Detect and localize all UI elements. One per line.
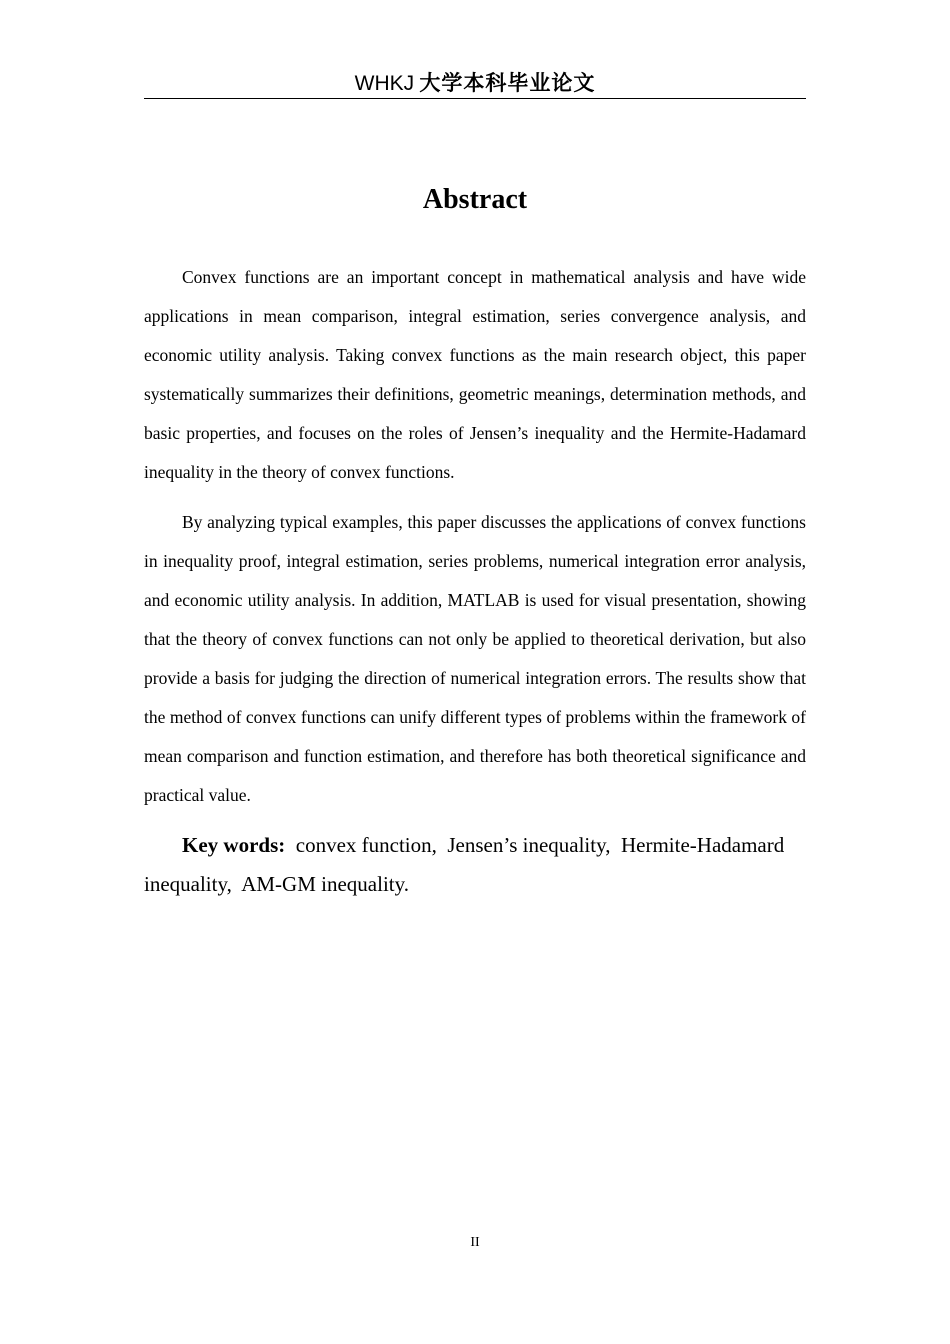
keyword-item: Jensen’s inequality, [447,833,611,857]
keywords-label: Key words: [182,833,286,857]
header-school-code: WHKJ [354,72,415,95]
header-thesis-label: 大学本科毕业论文 [419,71,596,95]
page-number: II [470,1235,480,1250]
abstract-body [144,258,806,904]
abstract-paragraph-1: Convex functions are an important concept in mathematical analysis and have wide applications in mean comparison, integral estimation, series convergence analysis, and economic utility analysis. Taking convex functions as the main research object, this paper systematically summarizes their definitions, geometric meanings, determination methods, and basic properties, and focuses on the roles of Jensen’s inequality and the Hermite-Hadamard inequality in the theory of convex functions. [144,267,806,482]
abstract-title: Abstract [422,184,528,215]
keyword-item: AM-GM inequality. [241,872,410,896]
abstract-paragraph-2: By analyzing typical examples, this paper discusses the applications of convex functions in inequality proof, integral estimation, series problems, numerical integration error analysis, and economic utility analysis. In addition, MATLAB is used for visual presentation, showing that the theory of convex functions can not only be applied to theoretical derivation, but also provide a basis for judging the direction of numerical integration errors. The results show that the method of convex functions can unify different types of problems within the framework of mean comparison and function estimation, and therefore has both theoretical significance and practical value. [144,512,806,805]
page-header [144,68,806,98]
keyword-item: convex function, [295,833,437,857]
header-divider [144,98,806,99]
keyword-item: Hermite-Hadamard inequality, [144,833,785,896]
keywords-line [144,826,806,904]
